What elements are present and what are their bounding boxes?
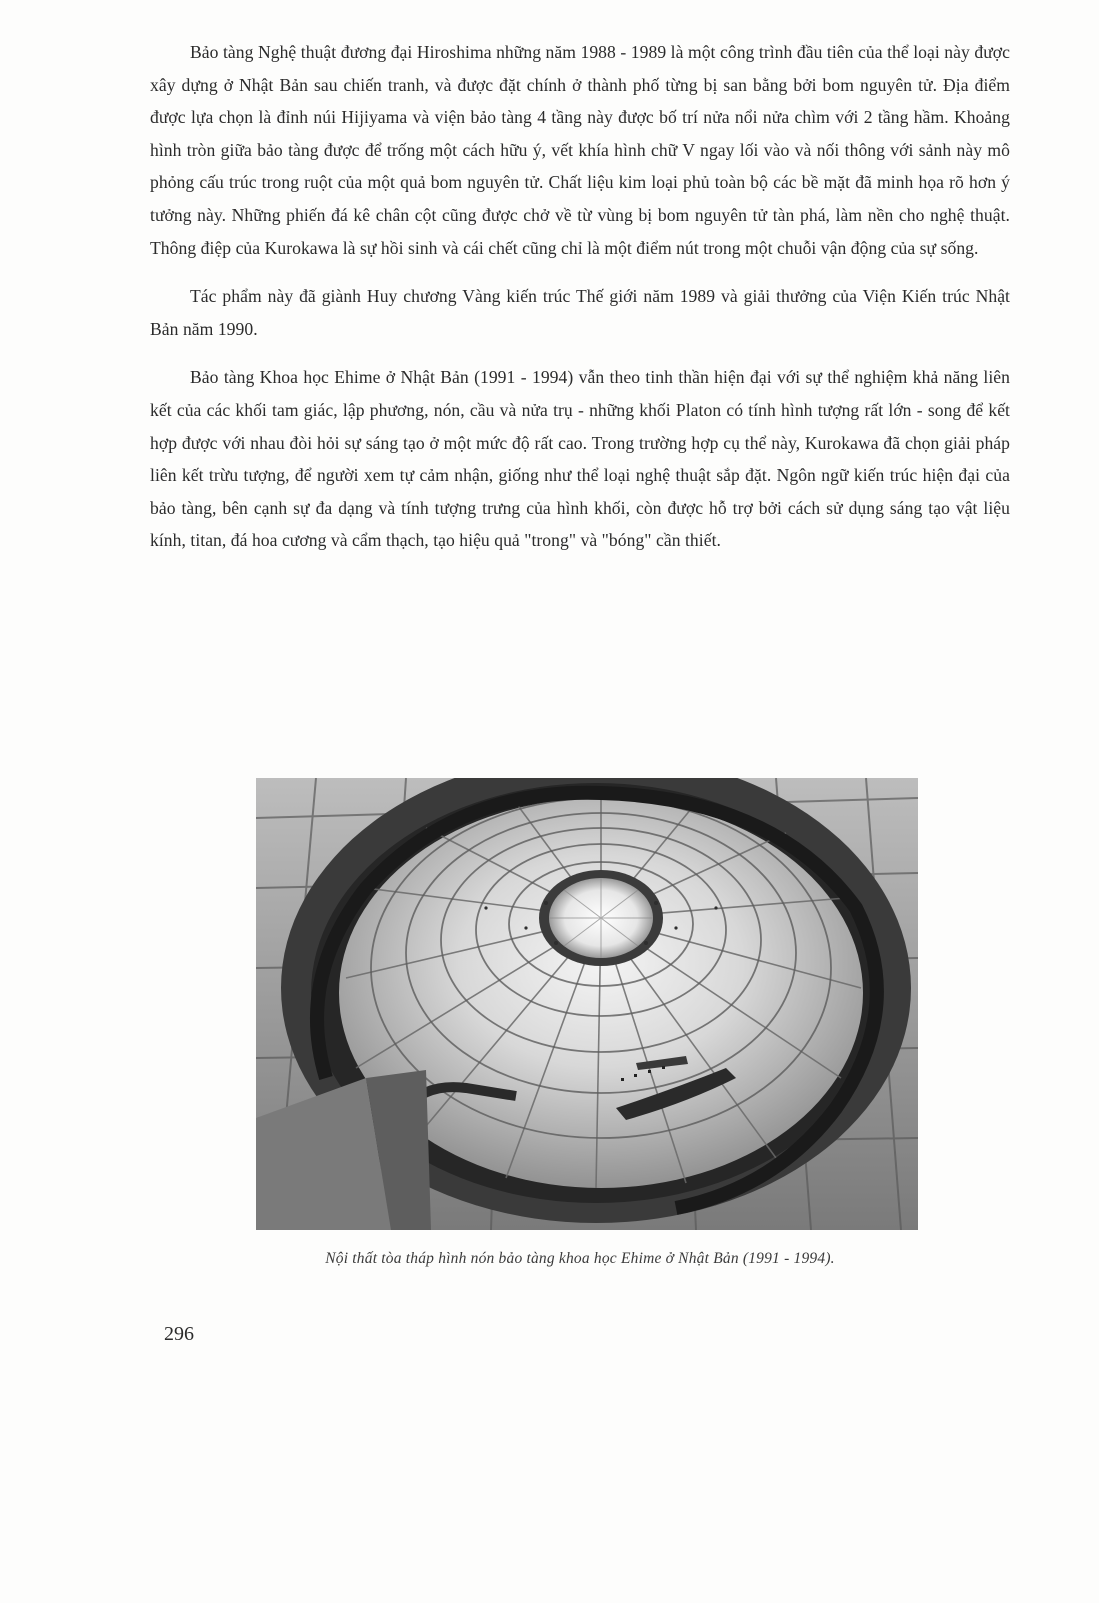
paragraph-award: Tác phẩm này đã giành Huy chương Vàng kiến trúc Thế giới năm 1989 và giải thưởng của Viện Kiến trúc Nhật Bản năm 1990. — [150, 286, 1010, 339]
body-text — [150, 36, 1010, 573]
page-number: 296 — [164, 1323, 194, 1345]
photo-ehime-cone-tower-interior — [256, 778, 918, 1230]
paragraph-ehime-museum: Bảo tàng Khoa học Ehime ở Nhật Bản (1991 - 1994) vẫn theo tinh thần hiện đại với sự thể nghiệm khả năng liên kết của các khối tam giác, lập phương, nón, cầu và nửa trụ - những khối Platon có tính hình tượng rất lớn - song để kết hợp được với nhau đòi hỏi sự sáng tạo ở một mức độ rất cao. Trong trường hợp cụ thể này, Kurokawa đã chọn giải pháp liên kết trừu tượng, để người xem tự cảm nhận, giống như thể loại nghệ thuật sắp đặt. Ngôn ngữ kiến trúc hiện đại của bảo tàng, bên cạnh sự đa dạng và tính tượng trưng của hình khối, còn được hỗ trợ bởi cách sử dụng sáng tạo vật liệu kính, titan, đá hoa cương và cẩm thạch, tạo hiệu quả "trong" và "bóng" cần thiết. — [150, 367, 1010, 551]
paragraph-hiroshima-museum: Bảo tàng Nghệ thuật đương đại Hiroshima những năm 1988 - 1989 là một công trình đầu tiên của thể loại này được xây dựng ở Nhật Bản sau chiến tranh, và được đặt chính ở thành phố từng bị san bằng bởi bom nguyên tử. Địa điểm được lựa chọn là đỉnh núi Hijiyama và viện bảo tàng 4 tầng này được bố trí nửa nổi nửa chìm với 2 tầng hầm. Khoảng hình tròn giữa bảo tàng được để trống một cách hữu ý, vết khía hình chữ V ngay lối vào và nối thông với sảnh này mô phỏng cấu trúc trong ruột của một quả bom nguyên tử. Chất liệu kim loại phủ toàn bộ các bề mặt đã minh họa rõ hơn ý tưởng này. Những phiến đá kê chân cột cũng được chở về từ vùng bị bom nguyên tử tàn phá, làm nền cho nghệ thuật. Thông điệp của Kurokawa là sự hồi sinh và cái chết cũng chỉ là một điểm nút trong một chuỗi vận động của sự sống. — [150, 42, 1010, 258]
figure-caption: Nội thất tòa tháp hình nón bảo tàng khoa học Ehime ở Nhật Bản (1991 - 1994). — [325, 1250, 835, 1267]
